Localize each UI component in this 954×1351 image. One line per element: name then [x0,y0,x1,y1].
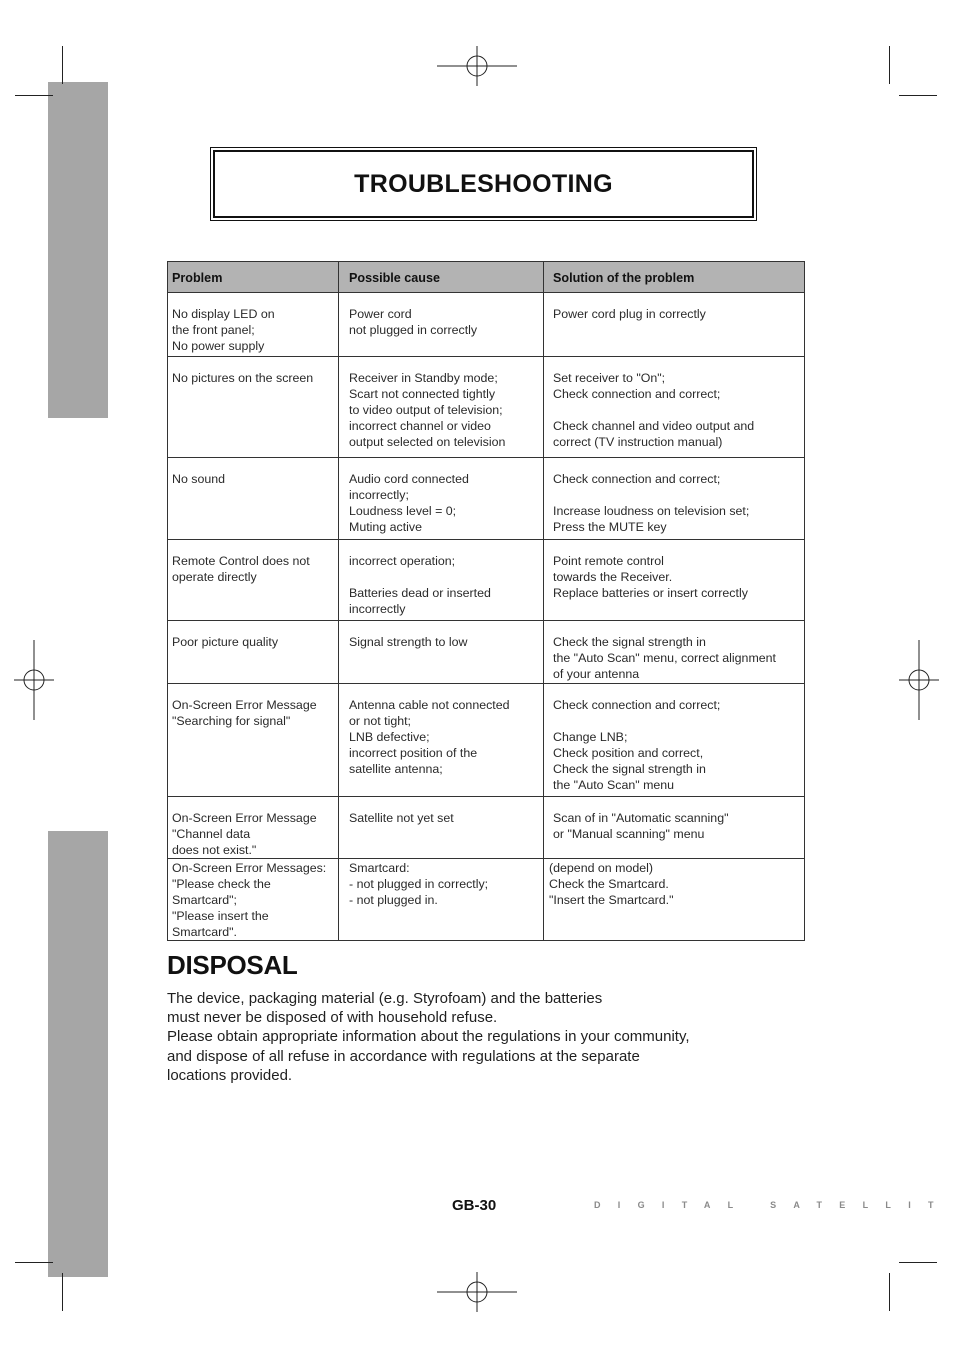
crop-mark [899,95,937,96]
cause-cell: Receiver in Standby mode; Scart not connected tightly to video output of television; incorrect channel or video output selected on television [339,357,544,458]
problem-cell: Remote Control does not operate directly [168,540,339,621]
cause-cell: incorrect operation; Batteries dead or inserted incorrectly [339,540,544,621]
registration-mark-icon [437,46,517,86]
title-box [213,150,754,218]
crop-mark [62,1273,63,1311]
solution-cell: Check connection and correct; Change LNB; Check position and correct, Check the signal strength in the "Auto Scan" menu [544,684,805,797]
troubleshooting-table [167,261,805,941]
table-row [168,540,805,621]
header-solution: Solution of the problem [544,262,805,293]
crop-mark [15,1262,53,1263]
disposal-text: The device, packaging material (e.g. Styrofoam) and the batteries must never be disposed of with household refuse. Please obtain appropriate information about the regulations in your community, and dispose of all refuse in accordance with regulations at the separate locations provided. [167,990,690,1084]
table-header-row [168,262,805,293]
registration-mark-icon [899,640,939,720]
solution-cell: Set receiver to "On"; Check connection and correct; Check channel and video output and correct (TV instruction manual) [544,357,805,458]
problem-cell: On-Screen Error Messages: "Please check the Smartcard"; "Please insert the Smartcard". [168,859,339,941]
solution-cell: Power cord plug in correctly [544,293,805,357]
table-row [168,684,805,797]
header-possible-cause: Possible cause [339,262,544,293]
solution-cell: Check connection and correct; Increase loudness on television set; Press the MUTE key [544,458,805,540]
footer-brand: DIGITAL SATELLIT [594,1200,951,1210]
page-number: GB-30 [452,1197,497,1214]
crop-mark [889,46,890,84]
table-row [168,293,805,357]
solution-cell: Check the signal strength in the "Auto Scan" menu, correct alignment of your antenna [544,621,805,684]
problem-cell: No pictures on the screen [168,357,339,458]
registration-mark-icon [437,1272,517,1312]
table-row [168,458,805,540]
crop-mark [62,46,63,84]
cause-cell: Smartcard: - not plugged in correctly; - not plugged in. [339,859,544,941]
cause-cell: Audio cord connected incorrectly; Loudness level = 0; Muting active [339,458,544,540]
page-title: TROUBLESHOOTING [354,169,613,198]
problem-cell: No display LED on the front panel; No power supply [168,293,339,357]
table-row [168,797,805,859]
disposal-title: DISPOSAL [167,950,298,980]
cause-cell: Satellite not yet set [339,797,544,859]
crop-mark [15,95,53,96]
header-problem: Problem [168,262,339,293]
registration-mark-icon [14,640,54,720]
problem-cell: On-Screen Error Message "Searching for signal" [168,684,339,797]
cause-cell: Signal strength to low [339,621,544,684]
cause-cell: Power cord not plugged in correctly [339,293,544,357]
crop-mark [899,1262,937,1263]
problem-cell: On-Screen Error Message "Channel data does not exist." [168,797,339,859]
solution-cell: Scan of in "Automatic scanning" or "Manual scanning" menu [544,797,805,859]
cause-cell: Antenna cable not connected or not tight; LNB defective; incorrect position of the satellite antenna; [339,684,544,797]
table-row [168,859,805,941]
problem-cell: Poor picture quality [168,621,339,684]
table-row [168,357,805,458]
side-bar-bottom [48,831,108,1277]
solution-cell: (depend on model) Check the Smartcard. "Insert the Smartcard." [544,859,805,941]
table-row [168,621,805,684]
crop-mark [889,1273,890,1311]
solution-cell: Point remote control towards the Receiver. Replace batteries or insert correctly [544,540,805,621]
side-bar-top [48,82,108,418]
problem-cell: No sound [168,458,339,540]
